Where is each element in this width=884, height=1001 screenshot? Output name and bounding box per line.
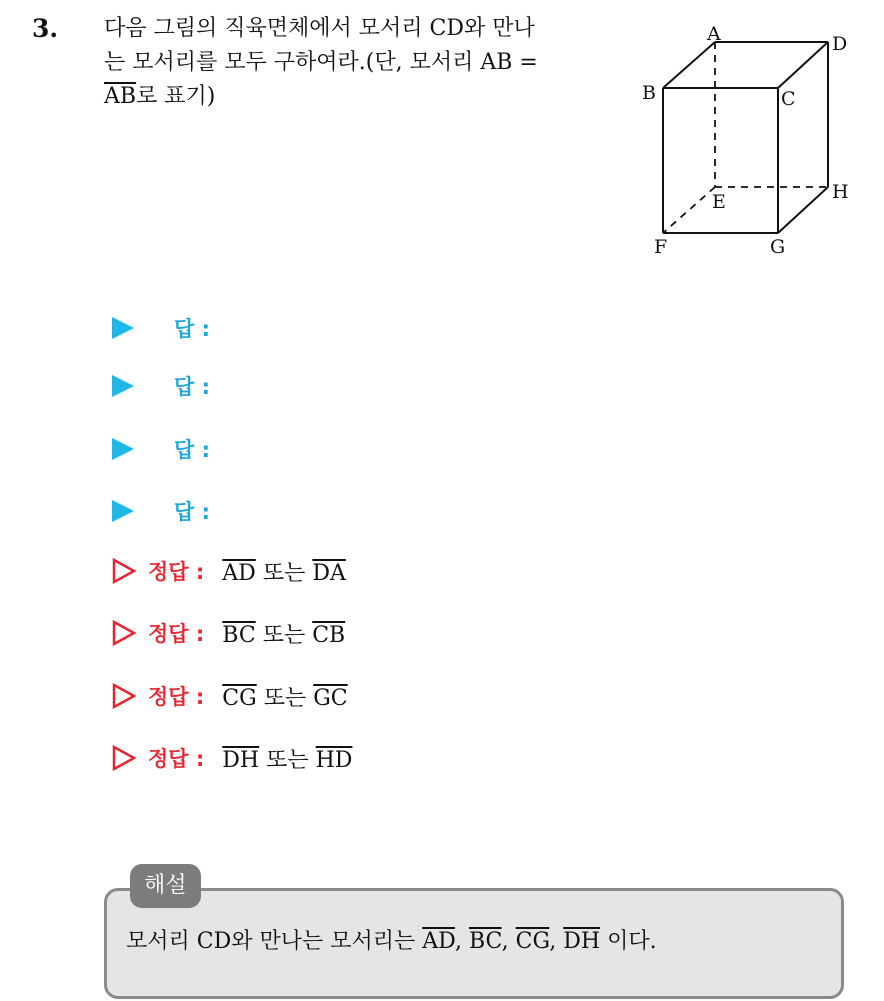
edge-ba xyxy=(663,42,715,88)
answer-label: 답 : xyxy=(174,500,210,524)
solution-row-1 xyxy=(112,554,346,588)
question-line-2: 는 모서리를 모두 구하여라.(단, 모서리 AB = xyxy=(104,50,538,75)
separator: , xyxy=(549,929,564,954)
explanation-suffix: 이다. xyxy=(607,929,657,954)
separator: , xyxy=(454,929,469,954)
question-text xyxy=(104,12,624,114)
explanation-text xyxy=(126,924,657,955)
cuboid-figure xyxy=(630,18,860,263)
solution-text xyxy=(222,743,352,774)
solution-label: 정답 : xyxy=(148,622,205,646)
vertex-label-g: G xyxy=(770,236,786,258)
play-arrow-icon xyxy=(112,500,134,522)
outline-arrow-icon xyxy=(112,745,136,771)
question-line-3-rest: 로 표기) xyxy=(136,84,216,109)
solution-row-2 xyxy=(112,616,345,650)
vertex-label-f: F xyxy=(654,236,668,258)
edge-name: $\overline{BC}$ xyxy=(468,929,502,954)
play-arrow-icon xyxy=(112,317,134,339)
separator: , xyxy=(501,929,516,954)
solution-row-4 xyxy=(112,741,352,775)
question-number: 3. xyxy=(32,14,59,43)
explanation-prefix: 모서리 CD와 만나는 모서리는 xyxy=(126,929,416,954)
edge-name: $\overline{HD}$ xyxy=(315,747,353,773)
solution-text xyxy=(222,618,345,649)
edge-name: $\overline{AD}$ xyxy=(222,560,256,586)
overline-ab: $\overline{AB}$ xyxy=(104,84,137,109)
edge-ef-hidden xyxy=(663,187,715,233)
outline-arrow-icon xyxy=(112,558,136,584)
vertex-label-b: B xyxy=(642,82,656,104)
edge-name: $\overline{DH}$ xyxy=(222,747,260,773)
edge-gh xyxy=(778,187,828,233)
vertex-label-e: E xyxy=(712,191,726,213)
joiner-text: 또는 xyxy=(266,747,309,773)
solution-text xyxy=(222,681,347,712)
outline-arrow-icon xyxy=(112,683,136,709)
edge-name: $\overline{CG}$ xyxy=(222,685,257,711)
joiner-text: 또는 xyxy=(262,622,306,648)
answer-row-1 xyxy=(112,311,210,345)
edge-name: $\overline{GC}$ xyxy=(313,685,348,711)
answer-label: 답 : xyxy=(174,375,210,399)
edge-name: $\overline{CB}$ xyxy=(312,622,346,648)
answer-row-4 xyxy=(112,494,210,528)
vertex-label-d: D xyxy=(832,33,848,55)
edge-name: $\overline{CG}$ xyxy=(515,929,550,954)
answer-row-3 xyxy=(112,432,210,466)
vertex-label-c: C xyxy=(781,88,796,110)
play-arrow-icon xyxy=(112,375,134,397)
solution-label: 정답 : xyxy=(148,685,205,709)
solution-label: 정답 : xyxy=(148,560,205,584)
edge-name: $\overline{BC}$ xyxy=(222,622,256,648)
vertex-label-a: A xyxy=(707,23,721,45)
solution-text xyxy=(222,556,346,587)
question-line-1: 다음 그림의 직육면체에서 모서리 CD와 만나 xyxy=(104,16,535,41)
joiner-text: 또는 xyxy=(262,560,306,586)
question-line-3 xyxy=(104,80,624,114)
solution-label: 정답 : xyxy=(148,747,205,771)
edge-name: $\overline{DH}$ xyxy=(563,929,601,954)
answer-row-2 xyxy=(112,369,210,403)
vertex-label-h: H xyxy=(832,181,849,203)
explanation-tag: 해설 xyxy=(130,864,201,908)
edge-name: $\overline{AD}$ xyxy=(422,929,455,954)
answer-label: 답 : xyxy=(174,317,210,341)
answer-label: 답 : xyxy=(174,438,210,462)
play-arrow-icon xyxy=(112,438,134,460)
edge-cd xyxy=(778,42,828,88)
edge-name: $\overline{DA}$ xyxy=(312,560,346,586)
joiner-text: 또는 xyxy=(263,685,307,711)
solution-row-3 xyxy=(112,679,348,713)
outline-arrow-icon xyxy=(112,620,136,646)
